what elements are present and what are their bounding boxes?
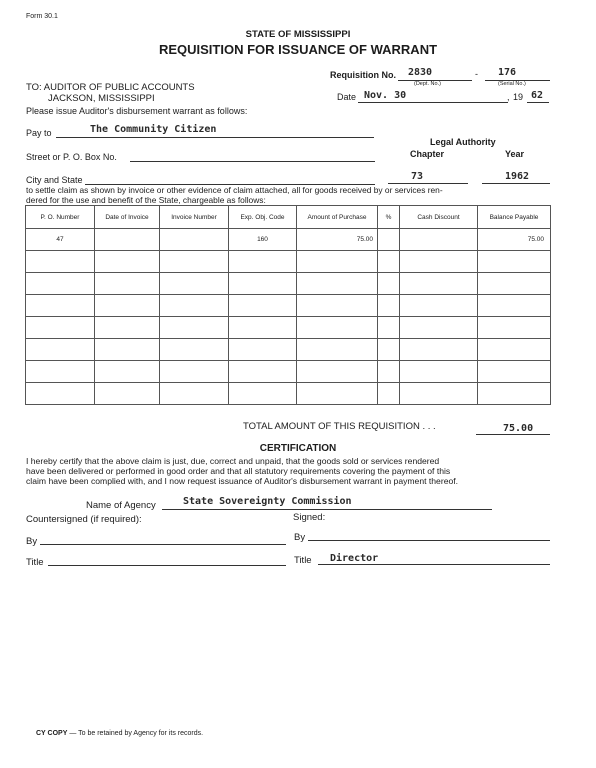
chapter-label: Chapter: [410, 149, 445, 159]
date-year-suffix: 62: [531, 90, 544, 101]
table-row: [26, 251, 551, 273]
countersigned-label: Countersigned (if required):: [26, 514, 142, 525]
settle-text-line2: dered for the use and benefit of the State, chargeable as follows:: [26, 195, 266, 205]
cell-balance: 75.00: [478, 229, 551, 251]
title-value: Director: [330, 553, 379, 564]
to-line2: JACKSON, MISSISSIPPI: [48, 93, 155, 104]
serial-number: 176: [498, 67, 517, 78]
total-value: 75.00: [503, 423, 534, 434]
street-label: Street or P. O. Box No.: [26, 152, 117, 162]
instruction-text: Please issue Auditor's disbursement warrant as follows:: [26, 106, 248, 116]
city-label: City and State: [26, 175, 83, 185]
pay-to-label: Pay to: [26, 128, 52, 138]
table-row: [26, 229, 551, 251]
signed-label: Signed:: [293, 512, 326, 523]
copy-label: CY COPY: [36, 730, 68, 737]
cell-date: [95, 229, 160, 251]
to-line1: TO: AUDITOR OF PUBLIC ACCOUNTS: [26, 82, 195, 93]
certification-line3: claim have been complied with, and I now request issuance of Auditor's disbursement warrant in payment thereof.: [26, 476, 459, 486]
table-row: [26, 273, 551, 295]
cell-amount: 75.00: [297, 229, 378, 251]
serial-caption: (Serial No.): [498, 81, 526, 87]
cell-discount: [400, 229, 478, 251]
table-row: [26, 383, 551, 405]
countersign-title-label: Title: [26, 557, 44, 568]
certification-line2: have been delivered or performed in good order and that all statutory requirements covering the payment of this: [26, 466, 451, 476]
settle-text-line1: to settle claim as shown by invoice or other evidence of claim attached, all for goods received by or services ren-: [26, 185, 443, 195]
agency-value: State Sovereignty Commission: [183, 496, 352, 507]
table-header-row: [26, 206, 551, 229]
certification-line1: I hereby certify that the above claim is just, due, correct and unpaid, that the goods sold or services rendered: [26, 456, 440, 466]
charges-table: [25, 205, 551, 405]
countersign-by-label: By: [26, 536, 38, 547]
legal-authority-heading: Legal Authority: [430, 137, 496, 147]
date-value: Nov. 30: [364, 90, 407, 101]
cell-invoice: [160, 229, 229, 251]
year-label: Year: [505, 149, 525, 159]
copy-text: — To be retained by Agency for its records.: [69, 730, 204, 737]
header-po-number: P. O. Number: [26, 206, 95, 229]
header-date-of-invoice: Date of Invoice: [95, 206, 160, 229]
table-row: [26, 361, 551, 383]
chapter-value: 73: [411, 171, 424, 182]
signed-title-label: Title: [294, 555, 312, 566]
total-label: TOTAL AMOUNT OF THIS REQUISITION . . .: [243, 421, 436, 432]
header-invoice-number: Invoice Number: [160, 206, 229, 229]
header-balance-payable: Balance Payable: [478, 206, 551, 229]
requisition-label: Requisition No.: [330, 70, 396, 80]
header-cash-discount: Cash Discount: [400, 206, 478, 229]
form-number: Form 30.1: [26, 13, 58, 20]
agency-label: Name of Agency: [86, 500, 156, 511]
state-heading: STATE OF MISSISSIPPI: [245, 29, 351, 40]
dept-caption: (Dept. No.): [414, 81, 441, 87]
cell-code: 160: [229, 229, 297, 251]
certification-heading: CERTIFICATION: [259, 443, 337, 454]
signed-by-label: By: [294, 532, 306, 543]
year-value: 1962: [505, 171, 530, 182]
date-label: Date: [337, 92, 357, 102]
pay-to-value: The Community Citizen: [90, 124, 217, 135]
table-row: [26, 317, 551, 339]
header-amount-of-purchase: Amount of Purchase: [297, 206, 378, 229]
date-year-prefix: 19: [513, 92, 524, 102]
cell-percent: [378, 229, 400, 251]
table-row: [26, 295, 551, 317]
header-percent: %: [378, 206, 400, 229]
page-title: REQUISITION FOR ISSUANCE OF WARRANT: [158, 42, 438, 57]
dept-number: 2830: [408, 67, 433, 78]
header-exp-obj-code: Exp. Obj. Code: [229, 206, 297, 229]
cell-po: 47: [26, 229, 95, 251]
table-row: [26, 339, 551, 361]
